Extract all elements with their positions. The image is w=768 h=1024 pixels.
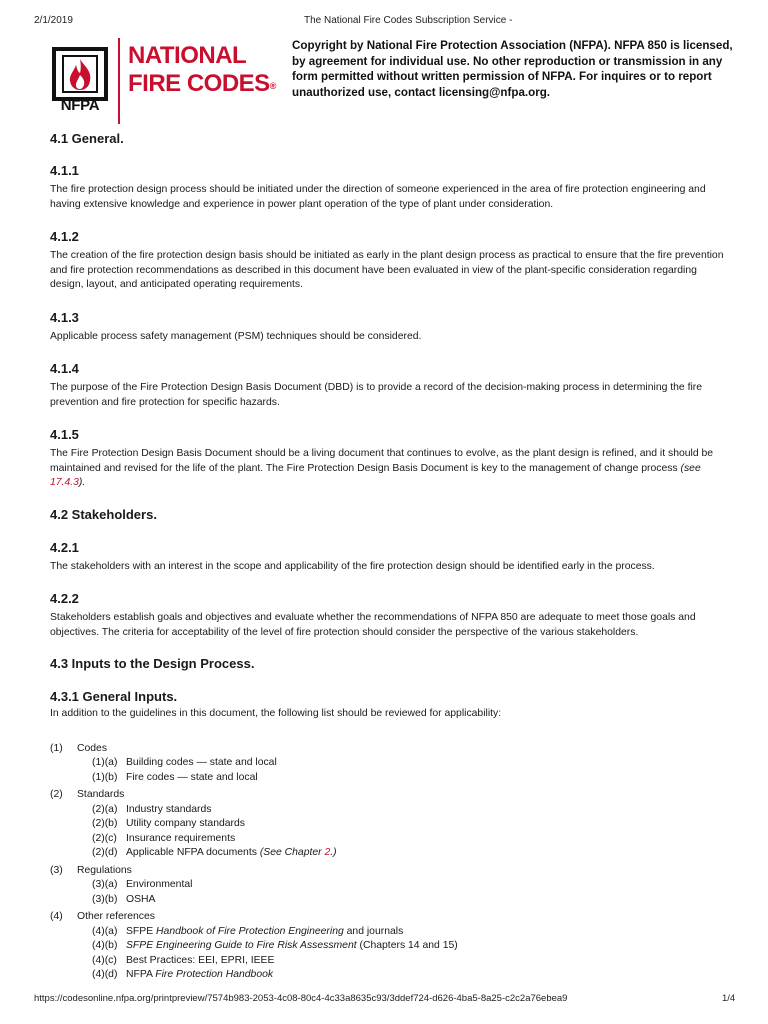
list-label: Environmental: [126, 879, 193, 890]
link-17-4-3[interactable]: 17.4.3: [50, 477, 79, 488]
list-item: [50, 878, 730, 893]
list-number: (1)(b): [92, 771, 118, 783]
copyright-notice: Copyright by National Fire Protection Association (NFPA). NFPA 850 is licensed, by agreement for individual use. No other reproduction or transmission in any form permitted without written permission of NFPA. For inquires or to report unauthorized use, contact licensing@nfpa.org.: [292, 39, 733, 99]
see-end: .): [330, 847, 337, 858]
list-number: (4): [50, 911, 63, 922]
list-label-post: (Chapters 14 and 15): [356, 940, 458, 951]
list-number: (4)(a): [92, 925, 118, 937]
list-label-post: and journals: [343, 925, 404, 937]
list-item: [50, 864, 730, 879]
heading-4-2-2: 4.2.2: [50, 591, 79, 606]
paragraph-4-3-1: In addition to the guidelines in this document, the following list should be reviewed for applicability:: [50, 708, 502, 719]
list-number: (3)(b): [92, 893, 118, 905]
heading-4-2: 4.2 Stakeholders.: [50, 506, 157, 522]
brand-header: [48, 38, 288, 124]
inputs-list: [50, 742, 730, 983]
heading-4-1-3: 4.1.3: [50, 309, 79, 325]
brand-name-line1: NATIONAL: [128, 42, 247, 69]
heading-4-1-2: 4.1.2: [50, 229, 79, 244]
registered-mark: ®: [269, 81, 276, 91]
paragraph-4-1-3: Applicable process safety management (PSM) techniques should be considered.: [50, 330, 422, 342]
list-number: (4)(b): [92, 940, 118, 951]
brand-name-line2-text: FIRE CODES: [128, 70, 270, 97]
heading-4-3: 4.3 Inputs to the Design Process.: [50, 656, 255, 671]
link-chapter-2[interactable]: 2: [324, 847, 331, 858]
list-label-title: Fire Protection Handbook: [155, 969, 274, 980]
logo-text: NFPA: [60, 97, 100, 114]
paragraph-4-1-1: The fire protection design process should be initiated under the direction of someone experienced in the area of fire protection engineering and having extensive knowledge and experience in power plant operation of the type of plant under consideration.: [50, 184, 706, 210]
print-date: 2/1/2019: [34, 15, 73, 26]
list-item: [50, 968, 730, 983]
list-label-title: Handbook of Fire Protection Engineering: [156, 925, 344, 937]
list-number: (2)(d): [92, 847, 118, 858]
heading-4-2-1: 4.2.1: [50, 539, 79, 555]
paragraph-4-1-4: The purpose of the Fire Protection Design Basis Document (DBD) is to provide a record of the decision-making process in determining the fire prevention and fire protection for specific hazards.: [50, 382, 703, 408]
brand-name-line2: [128, 70, 276, 98]
see-text: (see: [680, 462, 701, 474]
list-item: [50, 771, 730, 786]
paragraph-4-1-5-text: The Fire Protection Design Basis Document should be a living document that continues to evolve, as the plant design is refined, and it should be maintained and revised for the life of the plant. The Fire Protection Design Basis Document is key to the management of change process: [50, 448, 714, 474]
list-item: [50, 954, 730, 969]
list-label: Applicable NFPA documents: [126, 847, 260, 858]
nfpa-logo: [48, 47, 112, 121]
print-title: The National Fire Codes Subscription Service -: [304, 15, 513, 26]
list-label-pre: SFPE: [126, 925, 157, 937]
list-label: Utility company standards: [126, 818, 245, 829]
list-item: [50, 939, 730, 954]
list-number: (1): [50, 742, 63, 754]
heading-4-1: 4.1 General.: [50, 131, 124, 146]
list-label: Standards: [77, 789, 125, 800]
list-number: (4)(c): [92, 954, 117, 966]
heading-4-1-4: 4.1.4: [50, 361, 79, 376]
list-number: (4)(d): [92, 969, 118, 980]
page-number: 1/4: [722, 993, 736, 1004]
list-number: (2): [50, 789, 63, 800]
list-label: Building codes — state and local: [126, 757, 277, 768]
paragraph-4-2-1: The stakeholders with an interest in the scope and applicability of the fire protection design should be identified early in the process.: [50, 560, 655, 572]
brand-divider: [118, 38, 120, 124]
list-label: Industry standards: [126, 803, 212, 815]
list-number: (2)(c): [92, 832, 117, 844]
list-item: [50, 893, 730, 908]
see-text: (See Chapter: [259, 847, 325, 858]
brand-name: [128, 42, 276, 98]
list-label: OSHA: [126, 893, 156, 905]
list-number: (1)(a): [92, 757, 118, 768]
list-item: [50, 832, 730, 847]
list-number: (3)(a): [92, 879, 118, 890]
list-item: [50, 910, 730, 925]
list-label: Codes: [77, 742, 108, 754]
list-item: [50, 803, 730, 818]
list-item: [50, 788, 730, 803]
list-number: (2)(b): [92, 818, 118, 829]
heading-4-3-1: 4.3.1 General Inputs.: [50, 689, 178, 704]
heading-4-1-5: 4.1.5: [50, 427, 79, 442]
paragraph-4-1-2: The creation of the fire protection design basis should be initiated as early in the plant design process as practical to ensure that the fire prevention and fire protection recommendations as described in this document have been evaluated in view of the plant-specific consideration regarding design, layout, and anticipated operating requirements.: [50, 250, 724, 290]
list-label-title: SFPE Engineering Guide to Fire Risk Assessment: [126, 940, 357, 951]
paragraph-4-2-2: Stakeholders establish goals and objectives and evaluate whether the recommendations of NFPA 850 are adequate to meet those goals and objectives. The criteria for acceptability of the level of fire protection should consider the perspective of the various stakeholders.: [50, 612, 696, 638]
page-url: https://codesonline.nfpa.org/printpreview/7574b983-2053-4c08-80c4-4c33a8635c93/3ddef724-d626-4ba5-8a25-c2c2a76ebea9: [34, 993, 568, 1004]
list-number: (2)(a): [92, 803, 118, 815]
list-label-pre: NFPA: [126, 969, 156, 980]
list-number: (3): [50, 864, 63, 876]
list-label: Fire codes — state and local: [126, 771, 258, 783]
list-item: [50, 742, 730, 757]
list-item: [50, 846, 730, 861]
list-label: Best Practices: EEI, EPRI, IEEE: [126, 954, 275, 966]
list-label: Regulations: [77, 864, 132, 876]
see-end: ).: [78, 477, 86, 488]
list-label: Other references: [77, 911, 155, 922]
list-item: [50, 817, 730, 832]
list-item: [50, 756, 730, 771]
document-content: [50, 131, 730, 983]
heading-4-1-1: 4.1.1: [50, 163, 79, 178]
paragraph-4-1-5: [50, 447, 730, 491]
list-label: Insurance requirements: [126, 832, 236, 844]
flame-icon: [52, 47, 108, 101]
list-item: [50, 925, 730, 940]
